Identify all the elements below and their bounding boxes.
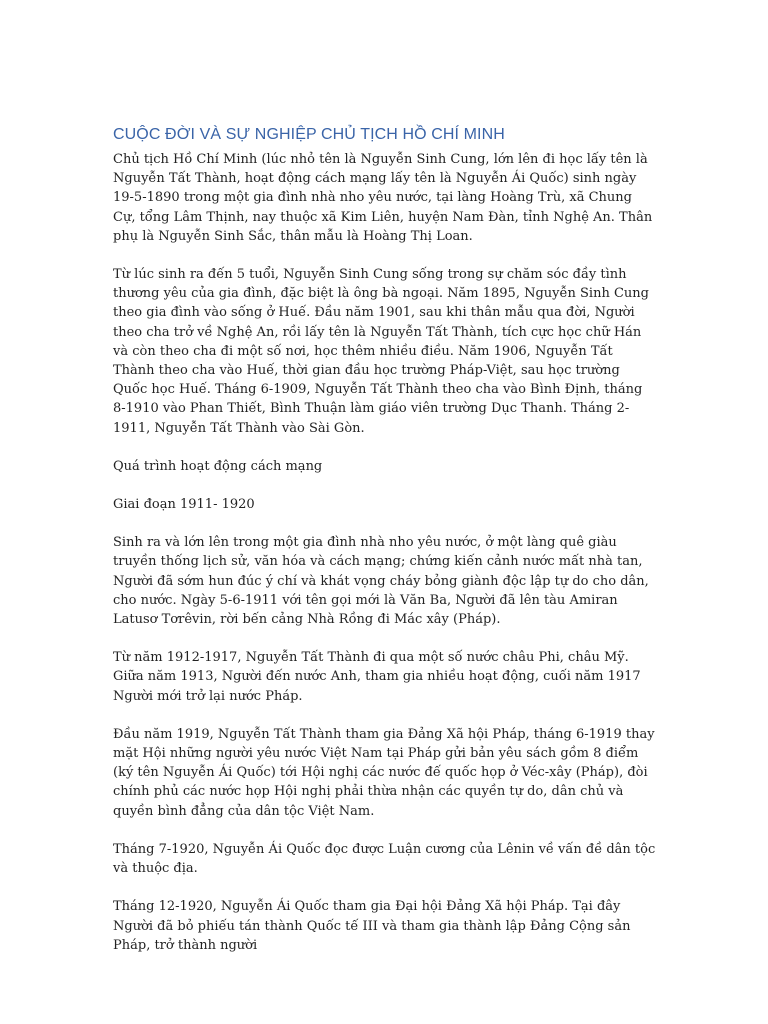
paragraph-1919: Đầu năm 1919, Nguyễn Tất Thành tham gia Đảng Xã hội Pháp, tháng 6-1919 thay mặt Hội những người yêu nước Việt Nam tại Pháp gửi bản yêu sách gồm 8 điểm (ký tên Nguyễn Ái Quốc) tới Hội nghị các nước đế quốc họp ở Véc-xây (Pháp), đòi chính phủ các nước họp Hội nghị phải thừa nhận các quyền tự do, dân chủ và quyền bình đẳng của dân tộc Việt Nam. [113, 726, 655, 819]
document-page [113, 124, 658, 974]
section-heading-revolution: Quá trình hoạt động cách mạng [113, 458, 323, 474]
document-title: CUỘC ĐỜI VÀ SỰ NGHIỆP CHỦ TỊCH HỒ CHÍ MINH [113, 126, 505, 143]
paragraph-departure: Sinh ra và lớn lên trong một gia đình nhà nho yêu nước, ở một làng quê giàu truyền thống lịch sử, văn hóa và cách mạng; chứng kiến cảnh nước mất nhà tan, Người đã sớm hun đúc ý chí và khát vọng cháy bỏng giành độc lập tự do cho dân, cho nước. Ngày 5-6-1911 với tên gọi mới là Văn Ba, Người đã lên tàu Amiran Latusơ Tơrêvin, rời bến cảng Nhà Rồng đi Mác xây (Pháp). [113, 535, 649, 628]
paragraph-travels: Từ năm 1912-1917, Nguyễn Tất Thành đi qua một số nước châu Phi, châu Mỹ. Giữa năm 1913, Người đến nước Anh, tham gia nhiều hoạt động, cuối năm 1917 Người mới trở lại nước Pháp. [113, 650, 641, 704]
paragraph-july-1920: Tháng 7-1920, Nguyễn Ái Quốc đọc được Luận cương của Lênin về vấn đề dân tộc và thuộc địa. [113, 841, 656, 877]
section-heading-period-1911-1920: Giai đoạn 1911- 1920 [113, 497, 255, 513]
paragraph-december-1920: Tháng 12-1920, Nguyễn Ái Quốc tham gia Đại hội Đảng Xã hội Pháp. Tại đây Người đã bỏ phiếu tán thành Quốc tế III và tham gia thành lập Đảng Cộng sản Pháp, trở thành người [113, 899, 631, 953]
paragraph-childhood: Từ lúc sinh ra đến 5 tuổi, Nguyễn Sinh Cung sống trong sự chăm sóc đầy tình thương yêu của gia đình, đặc biệt là ông bà ngoại. Năm 1895, Nguyễn Sinh Cung theo gia đình vào sống ở Huế. Đầu năm 1901, sau khi thân mẫu qua đời, Người theo cha trở về Nghệ An, rồi lấy tên là Nguyễn Tất Thành, tích cực học chữ Hán và còn theo cha đi một số nơi, học thêm nhiều điều. Năm 1906, Nguyễn Tất Thành theo cha vào Huế, thời gian đầu học trường Pháp-Việt, sau học trường Quốc học Huế. Tháng 6-1909, Nguyễn Tất Thành theo cha vào Bình Định, tháng 8-1910 vào Phan Thiết, Bình Thuận làm giáo viên trường Dục Thanh. Tháng 2-1911, Nguyễn Tất Thành vào Sài Gòn. [113, 267, 649, 436]
paragraph-biography-intro: Chủ tịch Hồ Chí Minh (lúc nhỏ tên là Nguyễn Sinh Cung, lớn lên đi học lấy tên là Nguyễn Tất Thành, hoạt động cách mạng lấy tên là Nguyễn Ái Quốc) sinh ngày 19-5-1890 trong một gia đình nhà nho yêu nước, tại làng Hoàng Trù, xã Chung Cự, tổng Lâm Thịnh, nay thuộc xã Kim Liên, huyện Nam Đàn, tỉnh Nghệ An. Thân phụ là Nguyễn Sinh Sắc, thân mẫu là Hoàng Thị Loan. [113, 152, 653, 244]
